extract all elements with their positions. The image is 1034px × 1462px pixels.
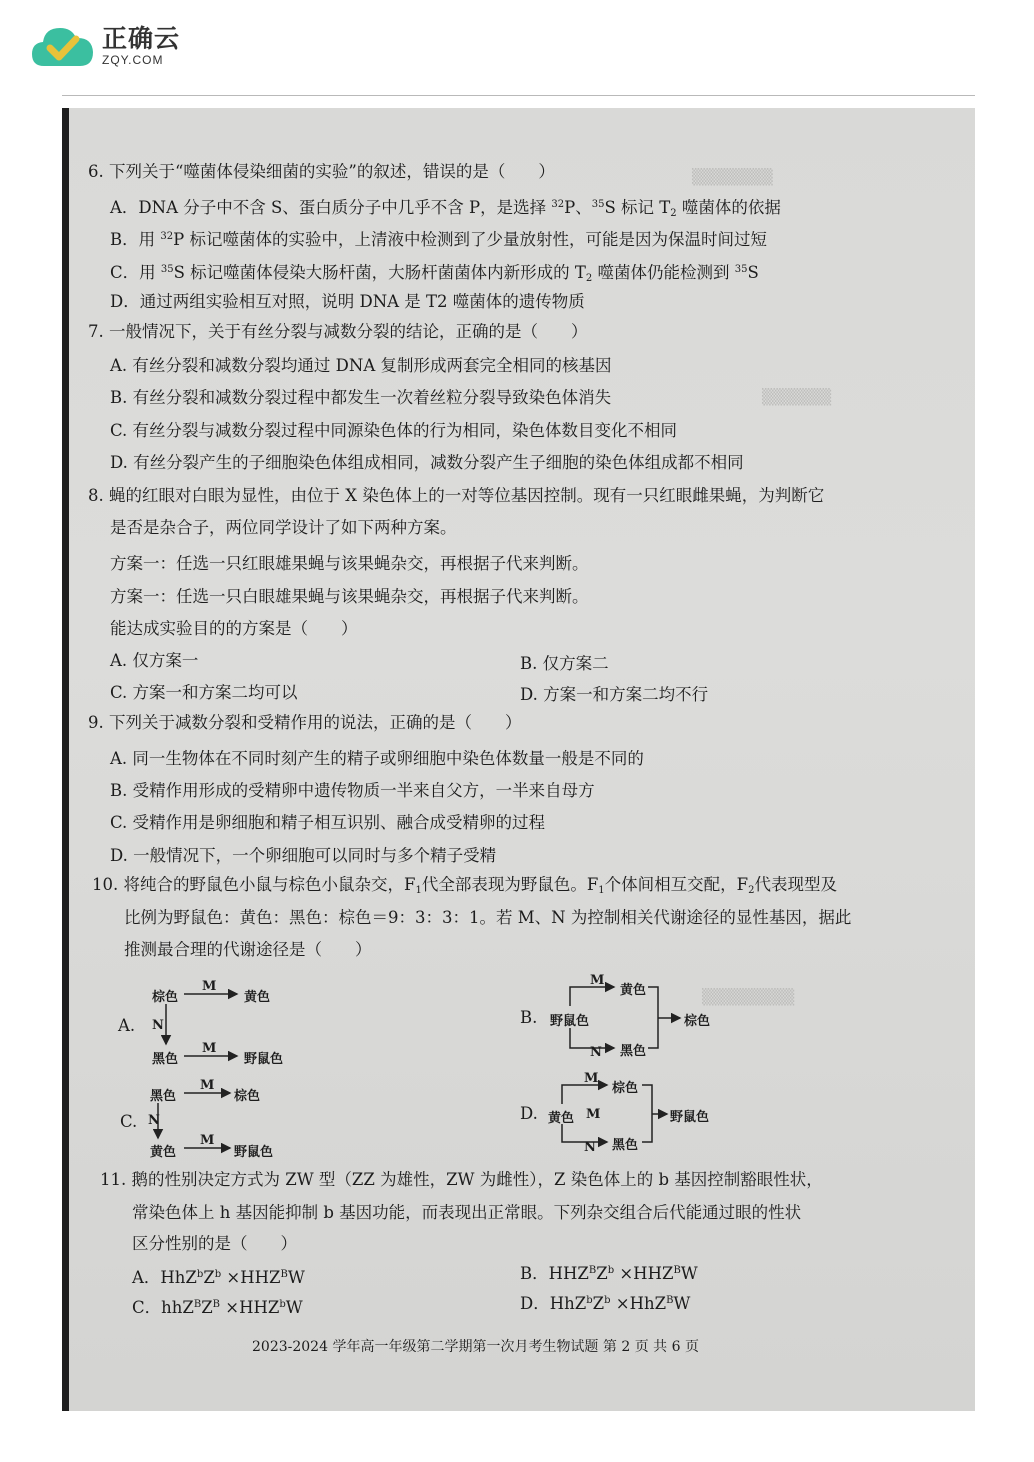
brand-name: 正确云 <box>102 24 181 53</box>
q9-option-c: C. 受精作用是卵细胞和精子相互识别、融合成受精卵的过程 <box>110 813 546 832</box>
q10-c-gene-m2: M <box>200 1133 215 1148</box>
q10-c-gene-m: M <box>200 1078 215 1093</box>
header-divider <box>62 95 975 96</box>
q11-option-d: D．$HhZ^bZ^b \times HhZ^BW$ <box>520 1294 691 1313</box>
q11-option-a: A．$HhZ^bZ^b \times HHZ^BW$ <box>132 1268 305 1287</box>
q10-b-gene-n: N <box>590 1045 602 1060</box>
q10-c-brown: 棕色 <box>234 1089 261 1104</box>
q10-b-gene-m: M <box>590 973 605 988</box>
bleed-through: ▒▒▒▒▒▒▒ <box>692 168 773 186</box>
q11-stem-line2: 常染色体上 h 基因能抑制 b 基因功能，而表现出正常眼。下列杂交组合后代能通过眼的性状 <box>132 1203 802 1222</box>
q10-option-d-label: D. <box>520 1104 538 1123</box>
q11-stem-line1: 11. 鹅的性别决定方式为 ZW 型（ZZ 为雄性，ZW 为雌性），Z 染色体上的 b 基因控制豁眼性状， <box>100 1170 823 1189</box>
bleed-through: ▒▒▒▒▒▒ <box>762 388 832 406</box>
q9-stem: 9. 下列关于减数分裂和受精作用的说法，正确的是（ ） <box>88 713 522 732</box>
q8-option-b: B. 仅方案二 <box>520 654 609 673</box>
q10-a-wild: 野鼠色 <box>244 1052 284 1067</box>
q11-option-c: C．$hhZ^BZ^B \times HHZ^bW$ <box>132 1298 303 1317</box>
q8-stem-line1: 8. 蝇的红眼对白眼为显性，由位于 X 染色体上的一对等位基因控制。现有一只红眼雌果蝇，为判断它 <box>88 486 825 505</box>
q10-c-yellow: 黄色 <box>150 1145 177 1160</box>
brand-domain: ZQY.COM <box>102 53 164 67</box>
q9-option-d: D. 一般情况下，一个卵细胞可以同时与多个精子受精 <box>110 846 497 865</box>
q11-option-b: B．$HHZ^BZ^b \times HHZ^BW$ <box>520 1264 698 1283</box>
q10-d-gene-m: M <box>584 1071 599 1086</box>
q10-d-gene-n: N <box>584 1140 596 1155</box>
q8-stem-line2: 是否是杂合子，两位同学设计了如下两种方案。 <box>110 518 457 537</box>
q10-c-wild: 野鼠色 <box>234 1145 274 1160</box>
q8-option-c: C. 方案一和方案二均可以 <box>110 683 298 702</box>
q7-option-a: A. 有丝分裂和减数分裂均通过 DNA 复制形成两套完全相同的核基因 <box>110 356 612 375</box>
q10-option-c-label: C. <box>120 1112 138 1131</box>
q7-option-b: B. 有丝分裂和减数分裂过程中都发生一次着丝粒分裂导致染色体消失 <box>110 388 612 407</box>
q7-option-d: D. 有丝分裂产生的子细胞染色体组成相同，减数分裂产生子细胞的染色体组成都不相同 <box>110 453 744 472</box>
q10-c-black: 黑色 <box>150 1089 177 1104</box>
q10-b-brown: 棕色 <box>684 1014 711 1029</box>
q9-option-a: A. 同一生物体在不同时刻产生的精子或卵细胞中染色体数量一般是不同的 <box>110 749 644 768</box>
q8-option-a: A. 仅方案一 <box>110 651 199 670</box>
q8-option-d: D. 方案一和方案二均不行 <box>520 685 709 704</box>
q6-option-c: C．用 $^{35}$S 标记噬菌体侵染大肠杆菌，大肠杆菌菌体内新形成的 $T_2$ 噬菌体仍能检测到 $^{35}$S <box>110 263 759 284</box>
exam-page <box>62 108 975 1411</box>
bleed-through: ▒▒▒▒▒▒▒▒ <box>702 988 795 1006</box>
q10-d-black: 黑色 <box>612 1138 639 1153</box>
q10-d-gene-m2: M <box>586 1107 601 1122</box>
q10-stem-line1: 10. 将纯合的野鼠色小鼠与棕色小鼠杂交，$F_1$代全部表现为野鼠色。$F_1$个体间相互交配，$F_2$代表现型及 <box>92 875 837 896</box>
q10-stem-line3: 推测最合理的代谢途径是（ ） <box>124 940 372 959</box>
q10-option-a-label: A. <box>118 1016 136 1035</box>
q6-option-d: D．通过两组实验相互对照，说明 DNA 是 T2 噬菌体的遗传物质 <box>110 292 585 311</box>
q10-stem-line2: 比例为野鼠色：黄色：黑色：棕色＝9：3：3：1。若 M、N 为控制相关代谢途径的显性基因，据此 <box>124 908 852 927</box>
q8-plan-2: 方案一：任选一只白眼雄果蝇与该果蝇杂交，再根据子代来判断。 <box>110 587 589 606</box>
q10-a-black: 黑色 <box>152 1052 179 1067</box>
q10-b-yellow: 黄色 <box>620 983 647 998</box>
q10-a-yellow: 黄色 <box>244 990 271 1005</box>
brand-logo <box>30 22 180 70</box>
q6-option-b: B．用 $^{32}$P 标记噬菌体的实验中，上清液中检测到了少量放射性，可能是因为保温时间过短 <box>110 230 767 249</box>
q10-option-b-label: B. <box>520 1008 538 1027</box>
q10-a-gene-m2: M <box>202 1041 217 1056</box>
q7-stem: 7. 一般情况下，关于有丝分裂与减数分裂的结论，正确的是（ ） <box>88 322 588 341</box>
q10-d-yellow-source: 黄色 <box>548 1111 575 1126</box>
q10-a-gene-m: M <box>202 979 217 994</box>
q11-stem-line3: 区分性别的是（ ） <box>132 1234 297 1253</box>
cloud-check-icon <box>30 22 96 70</box>
q8-question: 能达成实验目的的方案是（ ） <box>110 619 358 638</box>
q10-d-wild: 野鼠色 <box>670 1110 710 1125</box>
q10-a-brown: 棕色 <box>152 990 179 1005</box>
page-footer: 2023-2024 学年高一年级第二学期第一次月考生物试题 第 2 页 共 6 页 <box>252 1339 699 1355</box>
q10-a-gene-n: N <box>152 1018 164 1033</box>
q10-d-brown: 棕色 <box>612 1081 639 1096</box>
q7-option-c: C. 有丝分裂与减数分裂过程中同源染色体的行为相同，染色体数目变化不相同 <box>110 421 678 440</box>
q6-stem: 6. 下列关于“噬菌体侵染细菌的实验”的叙述，错误的是（ ） <box>88 162 555 181</box>
q6-option-a: A．DNA 分子中不含 S、蛋白质分子中几乎不含 P，是选择 $^{32}$P、$^{35}$S 标记 $T_2$ 噬菌体的依据 <box>110 198 781 219</box>
q10-b-wild-source: 野鼠色 <box>550 1014 590 1029</box>
q9-option-b: B. 受精作用形成的受精卵中遗传物质一半来自父方，一半来自母方 <box>110 781 595 800</box>
q10-b-black: 黑色 <box>620 1044 647 1059</box>
q8-plan-1: 方案一：任选一只红眼雄果蝇与该果蝇杂交，再根据子代来判断。 <box>110 554 589 573</box>
q10-c-gene-n: N <box>148 1113 160 1128</box>
